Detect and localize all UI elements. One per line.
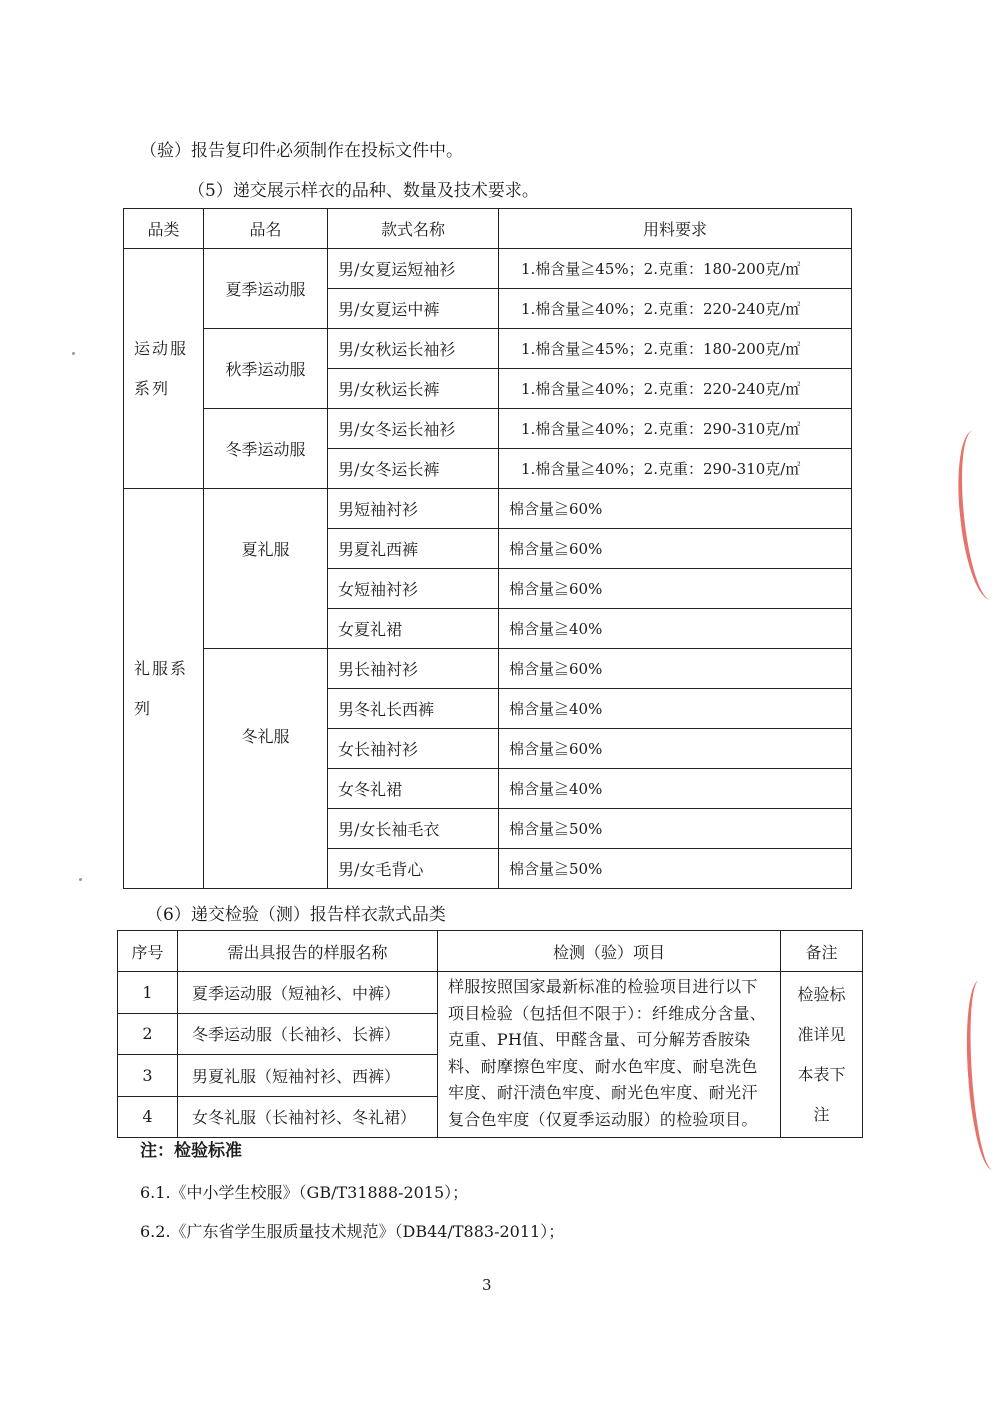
sample-name: 男夏礼服（短袖衬衫、西裤）: [178, 1055, 438, 1097]
style-name: 男/女长袖毛衣: [328, 809, 499, 849]
table-row: [124, 649, 852, 689]
header-category: 品类: [124, 209, 204, 249]
material-req: 1.棉含量≧45%；2.克重：180-200克/㎡: [499, 329, 852, 369]
table-row: [124, 489, 852, 529]
row-number: 1: [118, 972, 178, 1014]
style-name: 女长袖衬衫: [328, 729, 499, 769]
section5-title: （5）递交展示样衣的品种、数量及技术要求。: [188, 181, 539, 201]
sample-spec-table: [123, 208, 852, 889]
note-title: 注：检验标准: [140, 1141, 242, 1161]
material-req: 棉含量≧50%: [499, 849, 852, 889]
scan-speck: [79, 878, 82, 881]
table-header-row: [118, 931, 863, 972]
style-name: 男/女夏运中裤: [328, 289, 499, 329]
category-sport: 运动服系列: [124, 249, 204, 489]
row-number: 4: [118, 1096, 178, 1138]
table-header-row: [124, 209, 852, 249]
material-req: 棉含量≧50%: [499, 809, 852, 849]
header-item-name: 品名: [204, 209, 328, 249]
table-row: [124, 329, 852, 369]
material-req: 棉含量≧40%: [499, 609, 852, 649]
standard-ref-1: 6.1.《中小学生校服》（GB/T31888-2015）；: [140, 1183, 469, 1202]
style-name: 女短袖衬衫: [328, 569, 499, 609]
material-req: 1.棉含量≧45%；2.克重：180-200克/㎡: [499, 249, 852, 289]
table-row: [124, 249, 852, 289]
intro-line: （验）报告复印件必须制作在投标文件中。: [140, 141, 463, 161]
material-req: 棉含量≧40%: [499, 769, 852, 809]
style-name: 男/女毛背心: [328, 849, 499, 889]
style-name: 男/女夏运短袖衫: [328, 249, 499, 289]
material-req: 棉含量≧60%: [499, 569, 852, 609]
row-number: 2: [118, 1013, 178, 1055]
sample-name: 冬季运动服（长袖衫、长裤）: [178, 1013, 438, 1055]
header-seq: 序号: [118, 931, 178, 972]
material-req: 1.棉含量≧40%；2.克重：290-310克/㎡: [499, 449, 852, 489]
material-req: 棉含量≧60%: [499, 649, 852, 689]
style-name: 女夏礼裙: [328, 609, 499, 649]
material-req: 1.棉含量≧40%；2.克重：290-310克/㎡: [499, 409, 852, 449]
group-name: 冬季运动服: [204, 409, 328, 489]
style-name: 女冬礼裙: [328, 769, 499, 809]
style-name: 男/女冬运长裤: [328, 449, 499, 489]
remark: 检验标准详见本表下注: [781, 972, 863, 1138]
header-style-name: 款式名称: [328, 209, 499, 249]
style-name: 男夏礼西裤: [328, 529, 499, 569]
style-name: 男/女秋运长裤: [328, 369, 499, 409]
standard-ref-2: 6.2.《广东省学生服质量技术规范》（DB44/T883-2011）；: [140, 1222, 565, 1241]
material-req: 1.棉含量≧40%；2.克重：220-240克/㎡: [499, 289, 852, 329]
inspection-report-table: [117, 930, 863, 1138]
style-name: 男冬礼长西裤: [328, 689, 499, 729]
style-name: 男/女冬运长袖衫: [328, 409, 499, 449]
seal-fragment-bottom: [961, 979, 1000, 1171]
material-req: 棉含量≧60%: [499, 529, 852, 569]
material-req: 棉含量≧40%: [499, 689, 852, 729]
category-formal: 礼服系列: [124, 489, 204, 889]
test-items: 样服按照国家最新标准的检验项目进行以下项目检验（包括但不限于）：纤维成分含量、克重、PH值、甲醛含量、可分解芳香胺染料、耐摩擦色牢度、耐水色牢度、耐皂洗色牢度、耐汗渍色牢度、耐光色牢度、耐光汗复合色牢度（仅夏季运动服）的检验项目。: [438, 972, 781, 1138]
style-name: 男短袖衬衫: [328, 489, 499, 529]
scan-speck: [72, 352, 75, 355]
style-name: 男长袖衬衫: [328, 649, 499, 689]
material-req: 棉含量≧60%: [499, 489, 852, 529]
group-name: 秋季运动服: [204, 329, 328, 409]
seal-fragment-top: [951, 428, 1000, 602]
material-req: 1.棉含量≧40%；2.克重：220-240克/㎡: [499, 369, 852, 409]
table-row: [124, 409, 852, 449]
material-req: 棉含量≧60%: [499, 729, 852, 769]
group-name: 夏季运动服: [204, 249, 328, 329]
header-sample-name: 需出具报告的样服名称: [178, 931, 438, 972]
group-name: 夏礼服: [204, 489, 328, 649]
sample-name: 女冬礼服（长袖衬衫、冬礼裙）: [178, 1096, 438, 1138]
header-remark: 备注: [781, 931, 863, 972]
table-row: [118, 972, 863, 1014]
group-name: 冬礼服: [204, 649, 328, 889]
section6-title: （6）递交检验（测）报告样衣款式品类: [146, 905, 446, 925]
header-test-items: 检测（验）项目: [438, 931, 781, 972]
sample-name: 夏季运动服（短袖衫、中裤）: [178, 972, 438, 1014]
page-number: 3: [482, 1276, 492, 1294]
header-material-req: 用料要求: [499, 209, 852, 249]
row-number: 3: [118, 1055, 178, 1097]
style-name: 男/女秋运长袖衫: [328, 329, 499, 369]
